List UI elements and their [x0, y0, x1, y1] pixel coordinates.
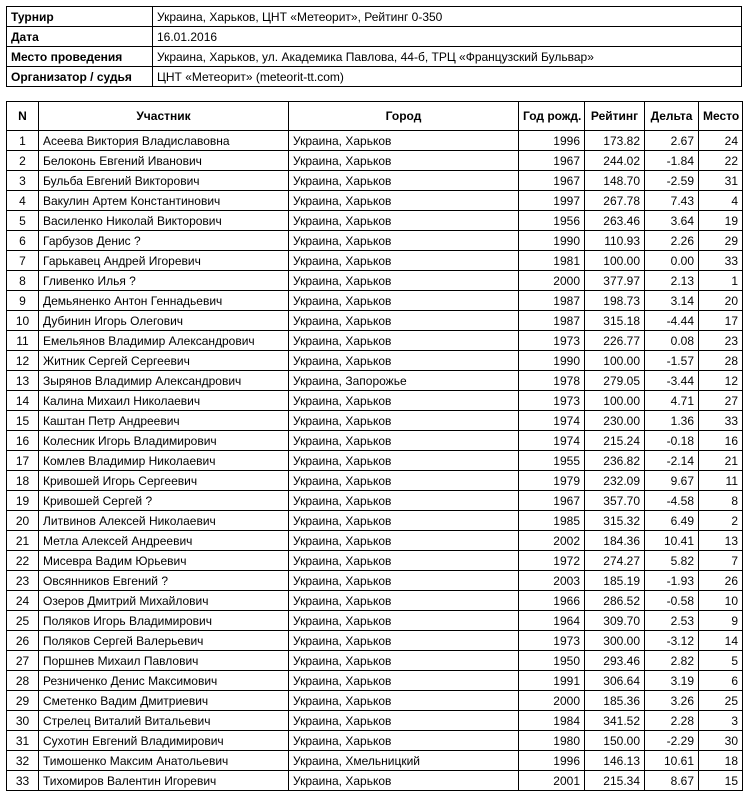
cell-delta: 4.71 [645, 391, 699, 411]
cell-delta: -3.12 [645, 631, 699, 651]
cell-number: 19 [7, 491, 39, 511]
cell-rating: 286.52 [585, 591, 645, 611]
cell-city: Украина, Хмельницкий [289, 751, 519, 771]
table-row [7, 651, 743, 671]
cell-participant: Комлев Владимир Николаевич [39, 451, 289, 471]
table-row [7, 291, 743, 311]
cell-birth-year: 1997 [519, 191, 585, 211]
cell-place: 19 [699, 211, 743, 231]
cell-delta: -0.58 [645, 591, 699, 611]
cell-number: 25 [7, 611, 39, 631]
cell-number: 4 [7, 191, 39, 211]
table-row [7, 451, 743, 471]
cell-rating: 300.00 [585, 631, 645, 651]
cell-rating: 100.00 [585, 251, 645, 271]
cell-number: 13 [7, 371, 39, 391]
cell-number: 30 [7, 711, 39, 731]
cell-birth-year: 1973 [519, 631, 585, 651]
cell-city: Украина, Харьков [289, 471, 519, 491]
cell-birth-year: 1967 [519, 491, 585, 511]
table-row [7, 611, 743, 631]
cell-delta: -0.18 [645, 431, 699, 451]
cell-city: Украина, Харьков [289, 331, 519, 351]
cell-city: Украина, Харьков [289, 671, 519, 691]
cell-place: 15 [699, 771, 743, 791]
cell-rating: 148.70 [585, 171, 645, 191]
cell-city: Украина, Харьков [289, 551, 519, 571]
cell-rating: 198.73 [585, 291, 645, 311]
cell-participant: Гарькавец Андрей Игоревич [39, 251, 289, 271]
cell-number: 22 [7, 551, 39, 571]
table-row [7, 351, 743, 371]
table-row [7, 591, 743, 611]
table-row [7, 131, 743, 151]
cell-number: 21 [7, 531, 39, 551]
cell-birth-year: 1955 [519, 451, 585, 471]
cell-rating: 236.82 [585, 451, 645, 471]
cell-city: Украина, Харьков [289, 351, 519, 371]
cell-city: Украина, Харьков [289, 591, 519, 611]
cell-birth-year: 1956 [519, 211, 585, 231]
cell-birth-year: 1966 [519, 591, 585, 611]
cell-rating: 110.93 [585, 231, 645, 251]
cell-participant: Колесник Игорь Владимирович [39, 431, 289, 451]
table-row [7, 371, 743, 391]
cell-rating: 267.78 [585, 191, 645, 211]
cell-delta: 2.53 [645, 611, 699, 631]
header-participant: Участник [39, 102, 289, 131]
cell-birth-year: 2002 [519, 531, 585, 551]
cell-place: 6 [699, 671, 743, 691]
cell-participant: Тимошенко Максим Анатольевич [39, 751, 289, 771]
cell-birth-year: 2001 [519, 771, 585, 791]
cell-rating: 230.00 [585, 411, 645, 431]
cell-delta: -3.44 [645, 371, 699, 391]
table-row [7, 491, 743, 511]
cell-city: Украина, Харьков [289, 451, 519, 471]
cell-place: 17 [699, 311, 743, 331]
info-row-organizer [7, 67, 742, 87]
cell-city: Украина, Харьков [289, 771, 519, 791]
cell-number: 12 [7, 351, 39, 371]
table-row [7, 531, 743, 551]
cell-place: 29 [699, 231, 743, 251]
cell-city: Украина, Харьков [289, 691, 519, 711]
cell-place: 13 [699, 531, 743, 551]
cell-delta: -4.44 [645, 311, 699, 331]
cell-birth-year: 1950 [519, 651, 585, 671]
cell-birth-year: 1990 [519, 231, 585, 251]
cell-delta: -2.14 [645, 451, 699, 471]
cell-participant: Емельянов Владимир Александрович [39, 331, 289, 351]
cell-participant: Поршнев Михаил Павлович [39, 651, 289, 671]
results-table [6, 101, 743, 791]
cell-delta: 2.28 [645, 711, 699, 731]
table-row [7, 151, 743, 171]
cell-number: 32 [7, 751, 39, 771]
cell-city: Украина, Харьков [289, 731, 519, 751]
results-body [7, 131, 743, 791]
cell-place: 28 [699, 351, 743, 371]
cell-city: Украина, Харьков [289, 311, 519, 331]
cell-city: Украина, Харьков [289, 171, 519, 191]
table-row [7, 511, 743, 531]
table-row [7, 171, 743, 191]
tournament-info-table [6, 6, 742, 87]
cell-delta: -4.58 [645, 491, 699, 511]
cell-rating: 274.27 [585, 551, 645, 571]
cell-delta: 10.41 [645, 531, 699, 551]
cell-delta: 0.00 [645, 251, 699, 271]
cell-participant: Василенко Николай Викторович [39, 211, 289, 231]
cell-birth-year: 1981 [519, 251, 585, 271]
cell-city: Украина, Харьков [289, 251, 519, 271]
cell-participant: Мисевра Вадим Юрьевич [39, 551, 289, 571]
cell-number: 24 [7, 591, 39, 611]
cell-number: 20 [7, 511, 39, 531]
table-row [7, 311, 743, 331]
cell-participant: Демьяненко Антон Геннадьевич [39, 291, 289, 311]
table-row [7, 251, 743, 271]
cell-rating: 293.46 [585, 651, 645, 671]
date-value: 16.01.2016 [153, 27, 742, 47]
cell-birth-year: 1985 [519, 511, 585, 531]
cell-rating: 315.32 [585, 511, 645, 531]
cell-birth-year: 1987 [519, 311, 585, 331]
table-row [7, 671, 743, 691]
cell-city: Украина, Харьков [289, 491, 519, 511]
table-row [7, 711, 743, 731]
organizer-label: Организатор / судья [7, 67, 153, 87]
cell-participant: Резниченко Денис Максимович [39, 671, 289, 691]
cell-participant: Поляков Сергей Валерьевич [39, 631, 289, 651]
cell-rating: 185.36 [585, 691, 645, 711]
cell-number: 33 [7, 771, 39, 791]
organizer-value: ЦНТ «Метеорит» (meteorit-tt.com) [153, 67, 742, 87]
cell-city: Украина, Харьков [289, 151, 519, 171]
cell-place: 11 [699, 471, 743, 491]
cell-place: 24 [699, 131, 743, 151]
cell-birth-year: 1980 [519, 731, 585, 751]
cell-birth-year: 1973 [519, 331, 585, 351]
cell-birth-year: 1996 [519, 131, 585, 151]
cell-place: 16 [699, 431, 743, 451]
header-delta: Дельта [645, 102, 699, 131]
cell-place: 26 [699, 571, 743, 591]
cell-rating: 100.00 [585, 391, 645, 411]
cell-number: 15 [7, 411, 39, 431]
cell-participant: Дубинин Игорь Олегович [39, 311, 289, 331]
cell-rating: 150.00 [585, 731, 645, 751]
cell-participant: Сметенко Вадим Дмитриевич [39, 691, 289, 711]
cell-number: 9 [7, 291, 39, 311]
cell-rating: 244.02 [585, 151, 645, 171]
cell-birth-year: 1974 [519, 411, 585, 431]
table-row [7, 191, 743, 211]
cell-birth-year: 1990 [519, 351, 585, 371]
cell-participant: Вакулин Артем Константинович [39, 191, 289, 211]
cell-rating: 146.13 [585, 751, 645, 771]
cell-participant: Стрелец Виталий Витальевич [39, 711, 289, 731]
cell-number: 27 [7, 651, 39, 671]
header-city: Город [289, 102, 519, 131]
cell-rating: 377.97 [585, 271, 645, 291]
cell-number: 7 [7, 251, 39, 271]
cell-city: Украина, Харьков [289, 411, 519, 431]
venue-label: Место проведения [7, 47, 153, 67]
cell-number: 2 [7, 151, 39, 171]
cell-city: Украина, Харьков [289, 711, 519, 731]
cell-city: Украина, Харьков [289, 131, 519, 151]
cell-place: 22 [699, 151, 743, 171]
cell-city: Украина, Харьков [289, 391, 519, 411]
cell-participant: Метла Алексей Андреевич [39, 531, 289, 551]
cell-number: 18 [7, 471, 39, 491]
cell-delta: 10.61 [645, 751, 699, 771]
cell-number: 1 [7, 131, 39, 151]
cell-participant: Сухотин Евгений Владимирович [39, 731, 289, 751]
cell-delta: 6.49 [645, 511, 699, 531]
cell-participant: Гливенко Илья ? [39, 271, 289, 291]
cell-number: 29 [7, 691, 39, 711]
cell-birth-year: 1991 [519, 671, 585, 691]
cell-place: 14 [699, 631, 743, 651]
table-row [7, 331, 743, 351]
cell-birth-year: 1984 [519, 711, 585, 731]
cell-participant: Асеева Виктория Владиславовна [39, 131, 289, 151]
cell-number: 31 [7, 731, 39, 751]
cell-birth-year: 1964 [519, 611, 585, 631]
cell-number: 16 [7, 431, 39, 451]
cell-delta: 2.82 [645, 651, 699, 671]
cell-city: Украина, Харьков [289, 511, 519, 531]
cell-delta: 7.43 [645, 191, 699, 211]
cell-participant: Тихомиров Валентин Игоревич [39, 771, 289, 791]
header-number: N [7, 102, 39, 131]
table-row [7, 211, 743, 231]
cell-participant: Бульба Евгений Викторович [39, 171, 289, 191]
cell-number: 26 [7, 631, 39, 651]
cell-number: 3 [7, 171, 39, 191]
cell-city: Украина, Харьков [289, 271, 519, 291]
cell-participant: Гарбузов Денис ? [39, 231, 289, 251]
cell-participant: Озеров Дмитрий Михайлович [39, 591, 289, 611]
cell-place: 18 [699, 751, 743, 771]
cell-city: Украина, Харьков [289, 191, 519, 211]
cell-delta: -1.84 [645, 151, 699, 171]
cell-rating: 279.05 [585, 371, 645, 391]
cell-place: 33 [699, 251, 743, 271]
cell-delta: 5.82 [645, 551, 699, 571]
table-row [7, 691, 743, 711]
cell-rating: 309.70 [585, 611, 645, 631]
cell-place: 20 [699, 291, 743, 311]
cell-place: 4 [699, 191, 743, 211]
info-row-tournament [7, 7, 742, 27]
cell-rating: 232.09 [585, 471, 645, 491]
cell-number: 14 [7, 391, 39, 411]
table-row [7, 271, 743, 291]
tournament-value: Украина, Харьков, ЦНТ «Метеорит», Рейтинг 0-350 [153, 7, 742, 27]
cell-place: 27 [699, 391, 743, 411]
cell-delta: -1.57 [645, 351, 699, 371]
cell-place: 9 [699, 611, 743, 631]
cell-participant: Каштан Петр Андреевич [39, 411, 289, 431]
cell-rating: 306.64 [585, 671, 645, 691]
cell-place: 21 [699, 451, 743, 471]
cell-number: 28 [7, 671, 39, 691]
cell-delta: 3.64 [645, 211, 699, 231]
info-row-date [7, 27, 742, 47]
cell-city: Украина, Харьков [289, 431, 519, 451]
tournament-label: Турнир [7, 7, 153, 27]
cell-place: 2 [699, 511, 743, 531]
table-row [7, 471, 743, 491]
cell-delta: 2.26 [645, 231, 699, 251]
cell-rating: 100.00 [585, 351, 645, 371]
cell-delta: 3.26 [645, 691, 699, 711]
table-row [7, 731, 743, 751]
cell-participant: Белоконь Евгений Иванович [39, 151, 289, 171]
cell-rating: 357.70 [585, 491, 645, 511]
cell-rating: 215.24 [585, 431, 645, 451]
cell-number: 8 [7, 271, 39, 291]
header-birth-year: Год рожд. [519, 102, 585, 131]
cell-participant: Калина Михаил Николаевич [39, 391, 289, 411]
table-row [7, 551, 743, 571]
cell-place: 8 [699, 491, 743, 511]
info-row-venue [7, 47, 742, 67]
cell-rating: 341.52 [585, 711, 645, 731]
cell-number: 23 [7, 571, 39, 591]
cell-rating: 226.77 [585, 331, 645, 351]
table-row [7, 751, 743, 771]
cell-rating: 173.82 [585, 131, 645, 151]
cell-birth-year: 2000 [519, 271, 585, 291]
cell-participant: Кривошей Сергей ? [39, 491, 289, 511]
cell-rating: 215.34 [585, 771, 645, 791]
cell-place: 30 [699, 731, 743, 751]
cell-birth-year: 2000 [519, 691, 585, 711]
cell-delta: 3.19 [645, 671, 699, 691]
cell-participant: Поляков Игорь Владимирович [39, 611, 289, 631]
cell-city: Украина, Харьков [289, 211, 519, 231]
cell-birth-year: 1974 [519, 431, 585, 451]
cell-participant: Кривошей Игорь Сергеевич [39, 471, 289, 491]
venue-value: Украина, Харьков, ул. Академика Павлова, 44-б, ТРЦ «Французский Бульвар» [153, 47, 742, 67]
cell-birth-year: 1972 [519, 551, 585, 571]
cell-delta: 9.67 [645, 471, 699, 491]
cell-rating: 315.18 [585, 311, 645, 331]
table-row [7, 391, 743, 411]
cell-delta: 0.08 [645, 331, 699, 351]
cell-city: Украина, Запорожье [289, 371, 519, 391]
table-row [7, 231, 743, 251]
cell-city: Украина, Харьков [289, 291, 519, 311]
cell-rating: 184.36 [585, 531, 645, 551]
cell-place: 33 [699, 411, 743, 431]
cell-rating: 185.19 [585, 571, 645, 591]
table-row [7, 431, 743, 451]
cell-birth-year: 1967 [519, 151, 585, 171]
cell-place: 31 [699, 171, 743, 191]
cell-delta: 2.67 [645, 131, 699, 151]
cell-birth-year: 1996 [519, 751, 585, 771]
cell-place: 7 [699, 551, 743, 571]
cell-place: 23 [699, 331, 743, 351]
cell-delta: 2.13 [645, 271, 699, 291]
cell-city: Украина, Харьков [289, 571, 519, 591]
cell-number: 6 [7, 231, 39, 251]
cell-place: 5 [699, 651, 743, 671]
header-rating: Рейтинг [585, 102, 645, 131]
cell-delta: 3.14 [645, 291, 699, 311]
cell-birth-year: 1973 [519, 391, 585, 411]
cell-place: 1 [699, 271, 743, 291]
cell-participant: Зырянов Владимир Александрович [39, 371, 289, 391]
cell-participant: Житник Сергей Сергеевич [39, 351, 289, 371]
cell-city: Украина, Харьков [289, 611, 519, 631]
cell-rating: 263.46 [585, 211, 645, 231]
cell-city: Украина, Харьков [289, 631, 519, 651]
cell-place: 10 [699, 591, 743, 611]
cell-birth-year: 2003 [519, 571, 585, 591]
results-header-row [7, 102, 743, 131]
cell-participant: Овсянников Евгений ? [39, 571, 289, 591]
cell-birth-year: 1967 [519, 171, 585, 191]
cell-place: 3 [699, 711, 743, 731]
table-row [7, 631, 743, 651]
cell-number: 5 [7, 211, 39, 231]
cell-city: Украина, Харьков [289, 231, 519, 251]
cell-number: 10 [7, 311, 39, 331]
cell-city: Украина, Харьков [289, 651, 519, 671]
cell-delta: -2.59 [645, 171, 699, 191]
cell-number: 11 [7, 331, 39, 351]
table-row [7, 411, 743, 431]
cell-place: 12 [699, 371, 743, 391]
cell-delta: -1.93 [645, 571, 699, 591]
cell-number: 17 [7, 451, 39, 471]
cell-delta: 8.67 [645, 771, 699, 791]
table-row [7, 771, 743, 791]
table-row [7, 571, 743, 591]
date-label: Дата [7, 27, 153, 47]
cell-delta: 1.36 [645, 411, 699, 431]
cell-birth-year: 1979 [519, 471, 585, 491]
cell-birth-year: 1978 [519, 371, 585, 391]
cell-city: Украина, Харьков [289, 531, 519, 551]
cell-participant: Литвинов Алексей Николаевич [39, 511, 289, 531]
header-place: Место [699, 102, 743, 131]
cell-delta: -2.29 [645, 731, 699, 751]
cell-place: 25 [699, 691, 743, 711]
cell-birth-year: 1987 [519, 291, 585, 311]
